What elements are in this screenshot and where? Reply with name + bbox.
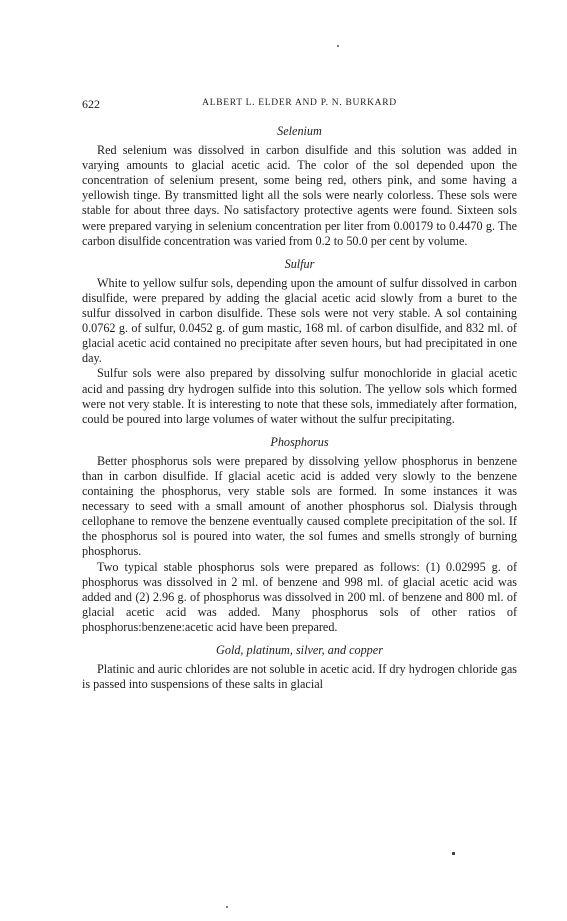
scan-speck — [452, 852, 455, 855]
paragraph: Better phosphorus sols were prepared by dissolving yellow phosphorus in benzene than in carbon disulfide. If glacial acetic acid is added very slowly to the benzene containing the phosphorus, very stable sols are formed. In some instances it was necessary to seed with a small amount of another phosphorus sol. Dialysis through cellophane to remove the benzene eventually caused complete precipitation of the sol. If the phosphorus sol is poured into water, the sol fumes and smells strongly of burning phosphorus. — [82, 453, 517, 559]
paragraph: Platinic and auric chlorides are not soluble in acetic acid. If dry hydrogen chloride gas is passed into suspensions of these salts in glacial — [82, 662, 517, 692]
running-head: ALBERT L. ELDER AND P. N. BURKARD — [202, 98, 397, 108]
section-phosphorus — [82, 435, 517, 635]
section-sulfur — [82, 257, 517, 427]
article-body — [82, 124, 517, 692]
paragraph: Sulfur sols were also prepared by dissolving sulfur monochloride in glacial acetic acid and passing dry hydrogen sulfide into this solution. The yellow sols which formed were not very stable. It is interesting to note that these sols, immediately after formation, could be poured into large volumes of water without the sulfur precipitating. — [82, 366, 517, 426]
scan-speck — [337, 45, 339, 47]
page-number: 622 — [82, 97, 100, 111]
paragraph: Red selenium was dissolved in carbon disulfide and this solution was added in varying amounts to glacial acetic acid. The color of the sol depended upon the concentration of selenium present, some being red, others pink, and some having a yellowish tinge. By transmitted light all the sols were nearly colorless. These sols were stable for about three days. No satisfactory protective agents were found. Sixteen sols were prepared varying in selenium concentration per liter from 0.00179 to 0.4470 g. The carbon disulfide concentration was varied from 0.2 to 50.0 per cent by volume. — [82, 143, 517, 248]
section-selenium — [82, 124, 517, 249]
section-heading: Selenium — [277, 124, 322, 138]
scan-speck — [226, 906, 228, 908]
paragraph: Two typical stable phosphorus sols were prepared as follows: (1) 0.02995 g. of phosphorus was dissolved in 2 ml. of benzene and 998 ml. of glacial acetic acid was added and (2) 2.96 g. of phosphorus was dissolved in 200 ml. of benzene and 800 ml. of glacial acetic acid was added. Many phosphorus sols of other ratios of phosphorus:benzene:acetic acid have been prepared. — [82, 559, 517, 634]
section-heading: Sulfur — [284, 256, 315, 271]
section-heading: Gold, platinum, silver, and copper — [216, 643, 383, 657]
page-header — [82, 97, 517, 113]
paragraph: White to yellow sulfur sols, depending upon the amount of sulfur dissolved in carbon disulfide, were prepared by adding the glacial acetic acid slowly from a buret to the sulfur dissolved in carbon disulfide. These sols were not very stable. A sol containing 0.0762 g. of sulfur, 0.0452 g. of gum mastic, 168 ml. of carbon disulfide, and 832 ml. of glacial acetic acid contained no precipitate after seven hours, but had precipitated in one day. — [82, 275, 517, 366]
section-heading: Phosphorus — [270, 434, 329, 449]
section-gold-platinum-silver-copper — [82, 643, 517, 692]
